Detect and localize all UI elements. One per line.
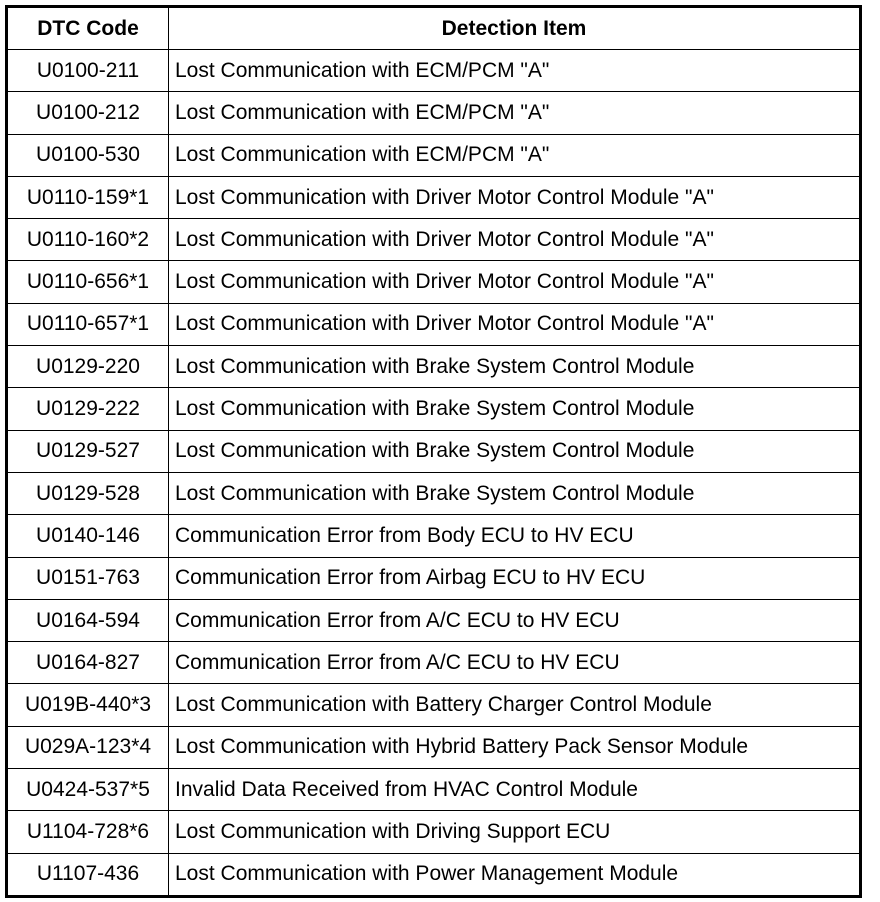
dtc-code-cell: U0110-656*1 bbox=[8, 261, 169, 303]
table-row bbox=[8, 472, 860, 514]
detection-item-cell: Lost Communication with ECM/PCM "A" bbox=[169, 92, 860, 134]
table-row bbox=[8, 134, 860, 176]
table-row bbox=[8, 769, 860, 811]
dtc-code-cell: U019B-440*3 bbox=[8, 684, 169, 726]
header-dtc-code: DTC Code bbox=[8, 8, 169, 50]
dtc-code-cell: U0140-146 bbox=[8, 515, 169, 557]
dtc-code-cell: U1104-728*6 bbox=[8, 811, 169, 853]
dtc-code-cell: U0100-212 bbox=[8, 92, 169, 134]
dtc-code-cell: U1107-436 bbox=[8, 853, 169, 895]
table-row bbox=[8, 726, 860, 768]
detection-item-cell: Lost Communication with Power Management Module bbox=[169, 853, 860, 895]
dtc-table-container bbox=[5, 5, 862, 898]
dtc-code-cell: U0110-657*1 bbox=[8, 303, 169, 345]
table-row bbox=[8, 388, 860, 430]
dtc-code-cell: U029A-123*4 bbox=[8, 726, 169, 768]
dtc-code-cell: U0129-527 bbox=[8, 430, 169, 472]
dtc-code-cell: U0110-159*1 bbox=[8, 176, 169, 218]
dtc-code-cell: U0164-594 bbox=[8, 599, 169, 641]
table-row bbox=[8, 684, 860, 726]
detection-item-cell: Lost Communication with Driver Motor Control Module "A" bbox=[169, 303, 860, 345]
detection-item-cell: Lost Communication with Driver Motor Control Module "A" bbox=[169, 176, 860, 218]
detection-item-cell: Lost Communication with Brake System Control Module bbox=[169, 388, 860, 430]
table-row bbox=[8, 219, 860, 261]
dtc-code-cell: U0129-220 bbox=[8, 346, 169, 388]
table-row bbox=[8, 599, 860, 641]
table-row bbox=[8, 811, 860, 853]
detection-item-cell: Lost Communication with Brake System Control Module bbox=[169, 472, 860, 514]
detection-item-cell: Lost Communication with Driver Motor Control Module "A" bbox=[169, 219, 860, 261]
detection-item-cell: Lost Communication with ECM/PCM "A" bbox=[169, 50, 860, 92]
table-row bbox=[8, 642, 860, 684]
detection-item-cell: Communication Error from Airbag ECU to HV ECU bbox=[169, 557, 860, 599]
table-row bbox=[8, 261, 860, 303]
detection-item-cell: Communication Error from A/C ECU to HV ECU bbox=[169, 642, 860, 684]
dtc-code-cell: U0129-222 bbox=[8, 388, 169, 430]
header-detection-item: Detection Item bbox=[169, 8, 860, 50]
table-row bbox=[8, 92, 860, 134]
dtc-code-cell: U0100-211 bbox=[8, 50, 169, 92]
detection-item-cell: Communication Error from Body ECU to HV ECU bbox=[169, 515, 860, 557]
dtc-code-cell: U0110-160*2 bbox=[8, 219, 169, 261]
detection-item-cell: Lost Communication with Driver Motor Control Module "A" bbox=[169, 261, 860, 303]
table-row bbox=[8, 430, 860, 472]
dtc-code-cell: U0424-537*5 bbox=[8, 769, 169, 811]
dtc-table bbox=[7, 7, 860, 896]
table-row bbox=[8, 346, 860, 388]
dtc-code-cell: U0100-530 bbox=[8, 134, 169, 176]
table-row bbox=[8, 303, 860, 345]
detection-item-cell: Lost Communication with Battery Charger Control Module bbox=[169, 684, 860, 726]
detection-item-cell: Lost Communication with Driving Support ECU bbox=[169, 811, 860, 853]
dtc-code-cell: U0151-763 bbox=[8, 557, 169, 599]
detection-item-cell: Lost Communication with Brake System Control Module bbox=[169, 430, 860, 472]
table-row bbox=[8, 515, 860, 557]
detection-item-cell: Lost Communication with ECM/PCM "A" bbox=[169, 134, 860, 176]
detection-item-cell: Lost Communication with Brake System Control Module bbox=[169, 346, 860, 388]
dtc-code-cell: U0129-528 bbox=[8, 472, 169, 514]
table-row bbox=[8, 853, 860, 895]
table-row bbox=[8, 50, 860, 92]
table-body bbox=[8, 50, 860, 896]
dtc-code-cell: U0164-827 bbox=[8, 642, 169, 684]
table-row bbox=[8, 176, 860, 218]
table-row bbox=[8, 557, 860, 599]
header-row bbox=[8, 8, 860, 50]
detection-item-cell: Lost Communication with Hybrid Battery Pack Sensor Module bbox=[169, 726, 860, 768]
detection-item-cell: Communication Error from A/C ECU to HV ECU bbox=[169, 599, 860, 641]
detection-item-cell: Invalid Data Received from HVAC Control Module bbox=[169, 769, 860, 811]
